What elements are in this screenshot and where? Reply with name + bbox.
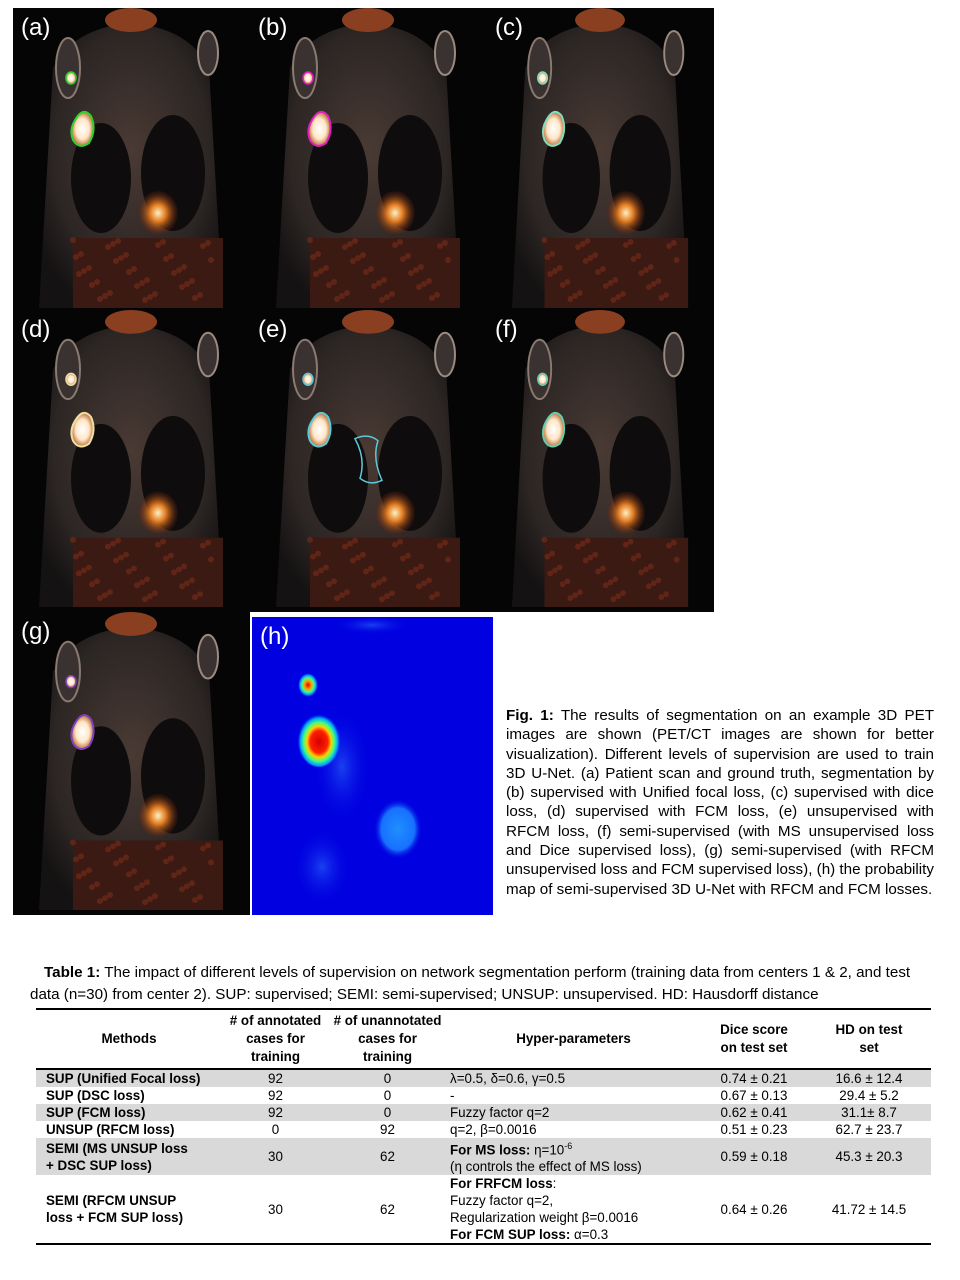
figure-caption bbox=[506, 706, 934, 899]
row-annotated: 30 bbox=[222, 1138, 329, 1175]
row-method: SUP (Unified Focal loss) bbox=[36, 1069, 222, 1087]
row-method-line1: SEMI (MS UNSUP loss bbox=[46, 1140, 188, 1156]
header-hyper-parameters: Hyper-parameters bbox=[516, 1031, 631, 1046]
pet-panel-a bbox=[13, 8, 250, 313]
panel-label-d: (d) bbox=[21, 316, 51, 343]
pet-image-a bbox=[13, 8, 250, 313]
figure-caption-head: Fig. 1: bbox=[506, 707, 554, 724]
row-hyper-l2: Fuzzy factor q=2, bbox=[450, 1193, 554, 1209]
pet-image-c bbox=[487, 8, 714, 313]
row-hd: 16.6 ± 12.4 bbox=[807, 1069, 931, 1087]
row-unannotated: 92 bbox=[380, 1122, 395, 1137]
row-hd: 62.7 ± 23.7 bbox=[835, 1122, 903, 1137]
row-annotated: 30 bbox=[268, 1201, 283, 1217]
row-unannotated: 0 bbox=[329, 1104, 446, 1121]
row-unannotated: 62 bbox=[329, 1138, 446, 1175]
table-header-row bbox=[36, 1009, 931, 1069]
table-caption-head: Table 1: bbox=[44, 964, 101, 981]
pet-panel-d bbox=[13, 310, 250, 612]
pet-panel-f bbox=[487, 310, 714, 612]
row-hyper-l3: Regularization weight β=0.0016 bbox=[450, 1210, 639, 1226]
row-hyper-eta: η=10 bbox=[534, 1142, 565, 1158]
row-method-line2: + DSC SUP loss) bbox=[46, 1157, 152, 1173]
table-row bbox=[36, 1104, 931, 1121]
row-hyper-line2: (η controls the effect of MS loss) bbox=[450, 1159, 642, 1175]
pet-image-e bbox=[250, 310, 487, 612]
row-method bbox=[36, 1175, 222, 1244]
header-dice: Dice score on test set bbox=[720, 1022, 788, 1055]
table-row bbox=[36, 1175, 931, 1244]
row-hyper bbox=[446, 1138, 701, 1175]
row-hd: 29.4 ± 5.2 bbox=[839, 1088, 899, 1103]
row-method: SUP (FCM loss) bbox=[36, 1104, 222, 1121]
row-hyper: λ=0.5, δ=0.6, γ=0.5 bbox=[446, 1069, 701, 1087]
table-caption bbox=[30, 962, 930, 1006]
header-methods: Methods bbox=[101, 1031, 157, 1046]
row-annotated: 92 bbox=[222, 1104, 329, 1121]
row-hyper-colon: : bbox=[552, 1176, 557, 1192]
row-hyper: q=2, β=0.0016 bbox=[450, 1122, 537, 1137]
header-hd: HD on test set bbox=[835, 1022, 903, 1055]
row-hd: 41.72 ± 14.5 bbox=[831, 1201, 907, 1217]
panel-label-h: (h) bbox=[260, 623, 290, 650]
row-hyper-exp: -6 bbox=[564, 1141, 573, 1151]
results-table bbox=[36, 1008, 931, 1245]
row-dice: 0.67 ± 0.13 bbox=[720, 1088, 788, 1103]
pet-image-d bbox=[13, 310, 250, 612]
row-dice: 0.64 ± 0.26 bbox=[720, 1201, 788, 1217]
table-row bbox=[36, 1138, 931, 1175]
row-hd: 31.1± 8.7 bbox=[807, 1104, 931, 1121]
row-unannotated: 0 bbox=[329, 1069, 446, 1087]
row-hyper-bold1: For FRFCM loss bbox=[450, 1176, 553, 1192]
row-dice: 0.59 ± 0.18 bbox=[701, 1138, 807, 1175]
row-method: UNSUP (RFCM loss) bbox=[46, 1122, 175, 1137]
header-unannotated: # of unannotated cases for training bbox=[333, 1013, 442, 1064]
row-dice: 0.62 ± 0.41 bbox=[701, 1104, 807, 1121]
pet-panel-b bbox=[250, 8, 487, 313]
row-dice: 0.74 ± 0.21 bbox=[701, 1069, 807, 1087]
table-row bbox=[36, 1121, 931, 1138]
row-method: SUP (DSC loss) bbox=[46, 1088, 145, 1103]
table-row bbox=[36, 1087, 931, 1104]
probability-map-h bbox=[252, 617, 493, 915]
row-hyper: Fuzzy factor q=2 bbox=[446, 1104, 701, 1121]
header-annotated: # of annotated cases for training bbox=[229, 1013, 322, 1064]
row-dice: 0.51 ± 0.23 bbox=[720, 1122, 788, 1137]
row-annotated: 92 bbox=[222, 1069, 329, 1087]
row-method-line1: SEMI (RFCM UNSUP bbox=[46, 1193, 177, 1209]
row-method-line2: loss + FCM SUP loss) bbox=[46, 1210, 184, 1226]
row-hyper: - bbox=[450, 1088, 455, 1103]
row-annotated: 92 bbox=[268, 1088, 283, 1103]
row-method bbox=[36, 1138, 222, 1175]
row-unannotated: 0 bbox=[383, 1088, 392, 1103]
figure-caption-text: The results of segmentation on an example 3D PET images are shown (PET/CT images are shown for better visualization). Different levels of supervision are used to train 3D U-Net. (a) Patient scan and ground truth, segmentation by (b) supervised with Unified focal loss, (c) supervised with dice loss, (d) supervised with FCM loss, (e) unsupervised with RFCM loss, (f) semi-supervised (with MS unsupervised loss and Dice supervised loss), (g) semi-supervised (with RFCM unsupervised loss and FCM supervised loss), (h) the probability map of semi-supervised 3D U-Net with RFCM and FCM losses. bbox=[506, 707, 935, 898]
pet-panel-e bbox=[250, 310, 487, 612]
pet-image-f bbox=[487, 310, 714, 612]
pet-panel-g bbox=[13, 612, 250, 915]
row-hyper bbox=[446, 1175, 701, 1244]
row-hyper-bold2: For FCM SUP loss: bbox=[450, 1227, 571, 1243]
panel-label-c: (c) bbox=[495, 14, 523, 41]
table-caption-text: The impact of different levels of supervision on network segmentation perform (training data from centers 1 & 2, and test data (n=30) from center 2). SUP: supervised; SEMI: semi-supervised; UNSUP: unsupervised. HD: Hausdorff distance bbox=[30, 964, 911, 1003]
row-unannotated: 62 bbox=[380, 1201, 395, 1217]
pet-image-g bbox=[13, 612, 250, 915]
pet-panel-c bbox=[487, 8, 714, 313]
row-annotated: 0 bbox=[271, 1122, 280, 1137]
panel-label-g: (g) bbox=[21, 618, 51, 645]
row-hd: 45.3 ± 20.3 bbox=[807, 1138, 931, 1175]
panel-label-f: (f) bbox=[495, 316, 518, 343]
table-row bbox=[36, 1069, 931, 1087]
panel-label-b: (b) bbox=[258, 14, 288, 41]
panel-label-a: (a) bbox=[21, 14, 51, 41]
pet-image-b bbox=[250, 8, 487, 313]
probability-map-panel-h bbox=[252, 617, 493, 915]
row-hyper-bold: For MS loss: bbox=[450, 1142, 531, 1158]
panel-label-e: (e) bbox=[258, 316, 288, 343]
row-hyper-alpha: α=0.3 bbox=[570, 1227, 609, 1243]
